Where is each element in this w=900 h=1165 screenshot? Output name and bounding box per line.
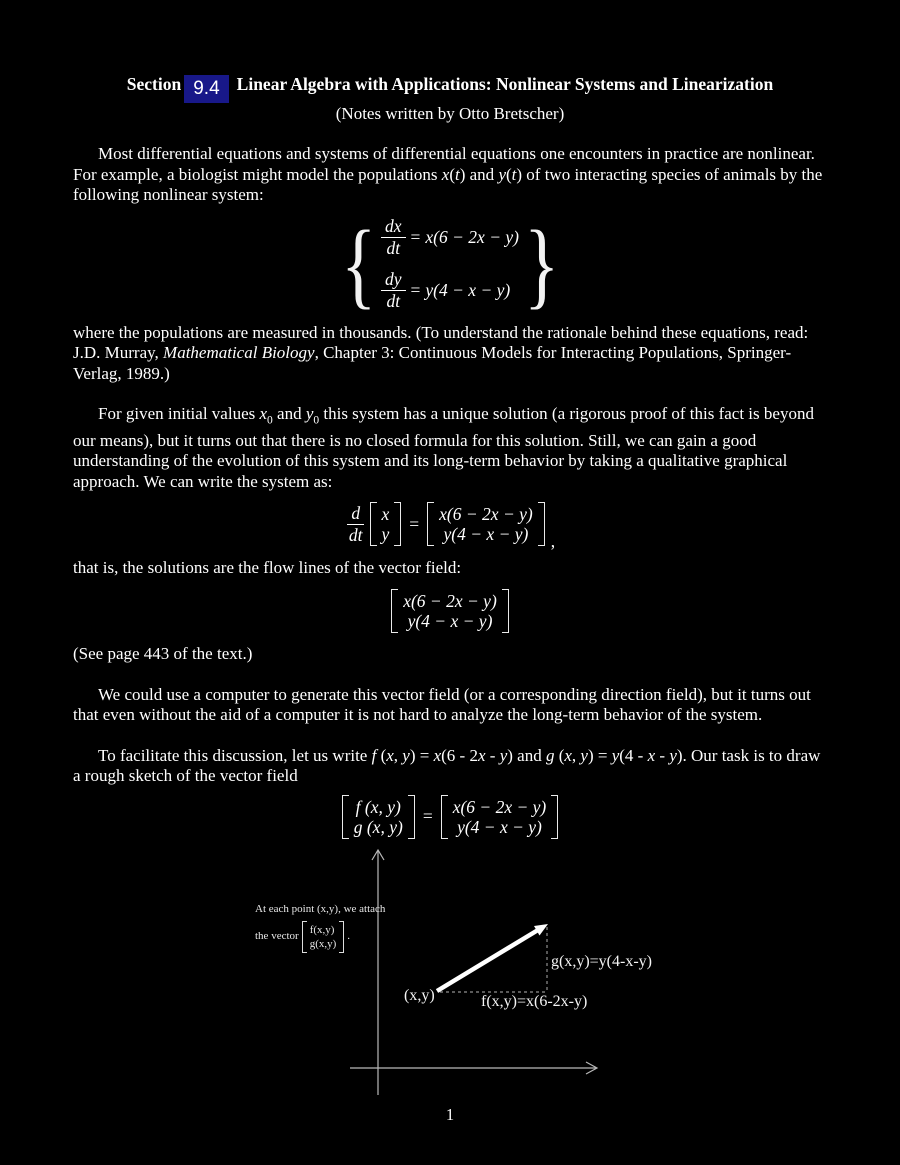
left-bracket [370, 502, 377, 546]
fraction-numerator: d [347, 504, 364, 525]
right-bracket [394, 502, 401, 546]
rhs-vector-matrix [427, 502, 545, 546]
rhs-vector-matrix [441, 795, 559, 839]
right-bracket [502, 589, 509, 633]
matrix-entry: y [381, 524, 390, 545]
matrix-entry: g(x,y) [309, 937, 337, 950]
matrix-entry: g (x, y) [353, 816, 403, 837]
title-text: Linear Algebra with Applications: Nonlinear Systems and Linearization [236, 74, 774, 94]
matrix-entry: y(4 − x − y) [443, 524, 529, 545]
paragraph-see-page: (See page 443 of the text.) [73, 643, 253, 663]
equation-vector-field [0, 586, 900, 636]
fg-vector-matrix [342, 795, 415, 839]
section-label: Section [126, 74, 182, 94]
equals-sign: = [422, 806, 433, 827]
equation-fg-field [0, 793, 900, 841]
system-rows [381, 217, 519, 311]
f-component-label: f(x,y)=x(6-2x-y) [481, 992, 588, 1010]
equals-sign: = [409, 513, 420, 534]
matrix-entry: f(x,y) [309, 923, 335, 936]
vector-field-matrix [391, 589, 509, 633]
fraction-dydt [381, 270, 406, 311]
annotation-suffix: . [347, 930, 351, 943]
left-bracket [427, 502, 434, 546]
matrix-entry: x(6 − 2x − y) [452, 796, 547, 817]
equals-sign: = [410, 226, 421, 247]
matrix-entry: x(6 − 2x − y) [439, 504, 533, 525]
right-bracket [551, 795, 558, 839]
trailing-comma: , [550, 531, 556, 552]
matrix-entry: x [381, 504, 390, 525]
annotation-line1: At each point (x,y), we attach [255, 902, 386, 915]
annotation-prefix: the vector [255, 930, 299, 943]
equals-sign: = [410, 279, 421, 300]
annotation-line2 [255, 921, 350, 953]
diagram-canvas [0, 845, 900, 1097]
vector-arrow [437, 930, 538, 991]
annotation-vector-matrix [302, 921, 345, 953]
paragraph-reference: where the populations are measured in thousands. (To understand the rationale behind these equations, read: J.D. Murray, Mathematical Biology, Chapter 3: Continuous Models for Interacting Populations, Springer-Verlag, 1989.) [73, 322, 809, 383]
equation-row-dydt [381, 270, 519, 311]
vector-field-diagram [0, 845, 900, 1097]
left-curly-brace: { [340, 210, 376, 318]
page-title [0, 72, 900, 103]
matrix-entry: x(6 − 2x − y) [403, 590, 497, 611]
right-curly-brace: } [524, 210, 560, 318]
left-bracket [342, 795, 349, 839]
equation-rhs: x(6 − 2x − y) [425, 226, 519, 247]
fraction-dxdt [381, 217, 406, 258]
right-bracket [339, 921, 344, 953]
matrix-entry: y(4 − x − y) [407, 610, 493, 631]
fraction-numerator: dy [381, 270, 406, 291]
fraction-denominator: dt [386, 237, 401, 258]
paragraph-initial-values: For given initial values $x_0$ and $y_0$ this system has a unique solution (a rigorous proof of this fact is beyond our means), but it turns out that there is no closed formula for this solution. Still, we can gain a good understanding of the evolution of this system and its long-term behavior by taking a qualitative graphical approach. We can write the system as: [73, 403, 814, 491]
page-number: 1 [445, 1104, 455, 1124]
right-bracket [408, 795, 415, 839]
matrix-entry: y(4 − x − y) [457, 816, 542, 837]
right-bracket [538, 502, 545, 546]
equation-matrix-form [0, 500, 900, 552]
paragraph-flow-lines: that is, the solutions are the flow lines of the vector field: [73, 558, 462, 578]
fraction-d-dt [345, 504, 367, 545]
equation-row-dxdt [381, 217, 519, 258]
paragraph-computer: We could use a computer to generate this vector field (or a corresponding direction field), but it turns out that even without the aid of a computer it is not hard to analyze the long-term behavior of the system. [73, 684, 811, 725]
fraction-denominator: dt [348, 524, 363, 545]
section-number-highlight: 9.4 [184, 75, 228, 103]
point-label: (x,y) [404, 986, 435, 1004]
fraction-numerator: dx [381, 217, 406, 238]
state-vector-matrix [370, 502, 402, 546]
equation-nonlinear-system [0, 210, 900, 318]
left-bracket [391, 589, 398, 633]
matrix-entry: f (x, y) [355, 796, 401, 817]
page-subtitle: (Notes written by Otto Bretscher) [335, 104, 565, 123]
paragraph-facilitate: To facilitate this discussion, let us write f (x, y) = x(6 - 2x - y) and g (x, y) = y(4 - x - y). Our task is to draw a rough sketch of the vector field [73, 745, 821, 786]
equation-rhs: y(4 − x − y) [425, 279, 511, 300]
left-bracket [441, 795, 448, 839]
fraction-denominator: dt [386, 290, 401, 311]
g-component-label: g(x,y)=y(4-x-y) [551, 952, 652, 970]
paragraph-intro: Most differential equations and systems of differential equations one encounters in practice are nonlinear. For example, a biologist might model the populations x(t) and y(t) of two interacting species of animals by the following nonlinear system: [73, 144, 823, 205]
